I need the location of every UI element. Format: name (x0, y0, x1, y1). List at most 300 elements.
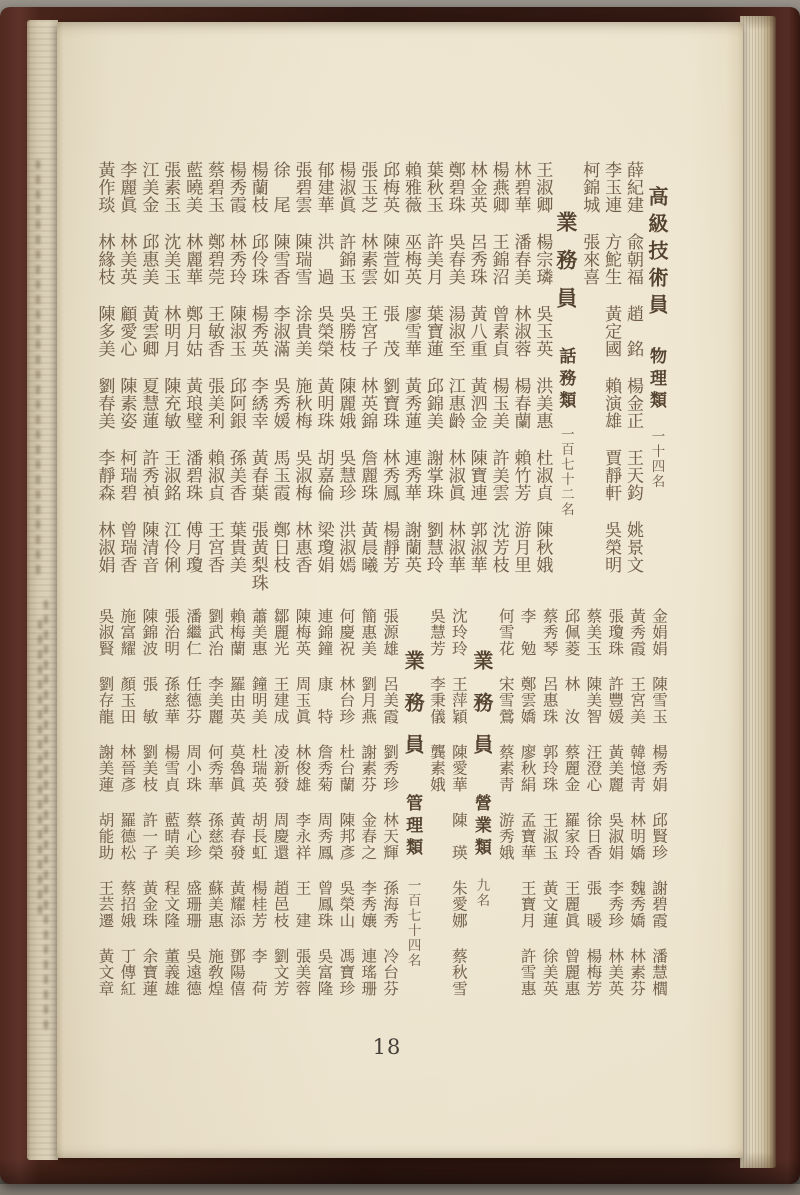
person-name: 任德芬 (184, 676, 202, 725)
name-column (247, 608, 269, 1016)
person-name: 蔡美玉 (584, 608, 602, 657)
section-title: 高級技術員 (645, 186, 667, 321)
person-name: 王 建 (293, 880, 311, 929)
person-name: 羅德松 (118, 812, 136, 861)
person-name: 王淑卿 (533, 161, 553, 214)
person-name: 許一子 (140, 812, 158, 861)
person-name: 趙邑枝 (271, 880, 289, 929)
person-name: 吳春美 (445, 233, 465, 286)
person-name: 董義雄 (162, 948, 180, 997)
person-name: 陳清音 (139, 521, 159, 574)
name-column (581, 608, 603, 1016)
section-title: 業務員 (401, 650, 424, 776)
fore-edge-ghost-text (36, 160, 40, 580)
person-name: 林美英 (117, 233, 137, 286)
person-name: 王錦沼 (489, 233, 509, 286)
person-name: 郁建華 (314, 161, 334, 214)
person-name: 邱梅英 (380, 161, 400, 214)
name-column (466, 161, 488, 593)
person-name: 游月里 (511, 521, 531, 574)
person-name: 張 敏 (140, 676, 158, 725)
person-name: 楊春蘭 (511, 377, 531, 430)
person-name: 鄧陽僖 (227, 948, 245, 997)
person-name: 林碧華 (511, 161, 531, 214)
person-name: 邱伶珠 (248, 233, 268, 286)
person-name: 劉文芳 (271, 948, 289, 997)
person-name: 黃明珠 (314, 377, 334, 430)
section-header-physics (644, 161, 669, 489)
person-name: 盛珊珊 (184, 880, 202, 929)
person-name: 賈靜軒 (602, 449, 622, 502)
person-name: 林緣枝 (95, 233, 115, 286)
person-name: 鄭月姑 (183, 305, 203, 358)
person-name: 楊靜芳 (380, 521, 400, 574)
name-column (116, 608, 138, 1016)
section-subtitle: 營業類 (471, 794, 491, 860)
person-name: 吳勝枝 (336, 305, 356, 358)
person-name: 劉秀珍 (381, 744, 399, 793)
person-name: 孟寶華 (518, 812, 536, 861)
person-name: 許豐媛 (606, 676, 624, 725)
name-column (625, 608, 647, 1016)
person-name: 吳淑梅 (292, 449, 312, 502)
name-column (516, 608, 538, 1016)
person-name: 杜淑貞 (533, 449, 553, 502)
person-name: 莫魯眞 (227, 744, 245, 793)
person-name: 邱賢珍 (650, 812, 668, 861)
person-name: 鄭碧莞 (204, 233, 224, 286)
person-name: 王宮美 (628, 676, 646, 725)
person-name: 余寶蓮 (140, 948, 158, 997)
book-page (57, 22, 743, 1158)
person-name: 許雪惠 (518, 948, 536, 997)
person-name: 柯瑞碧 (117, 449, 137, 502)
person-name: 陳雪香 (270, 233, 290, 286)
person-name: 施秋梅 (292, 377, 312, 430)
person-name: 連瑤珊 (359, 948, 377, 997)
person-name: 黃八重 (467, 305, 487, 358)
person-name: 陳萱如 (380, 233, 400, 286)
person-name: 孫慈華 (162, 676, 180, 725)
person-name: 何秀華 (205, 744, 223, 793)
person-name: 龔素娥 (428, 744, 445, 793)
person-name: 林淑蓉 (511, 305, 531, 358)
person-name: 蔡麗金 (562, 744, 580, 793)
person-name: 潘春美 (511, 233, 531, 286)
person-name: 洪淑嫣 (336, 521, 356, 574)
person-name: 邱阿銀 (226, 377, 246, 430)
name-column (94, 608, 116, 1016)
fore-edge-pages (27, 20, 58, 1160)
person-name: 楊燕卿 (489, 161, 509, 214)
person-name: 陳秋娥 (533, 521, 553, 574)
fore-edge-ghost-text (44, 600, 48, 1030)
name-column (356, 161, 378, 593)
person-name: 張美蓉 (293, 948, 311, 997)
person-name: 賴梅蘭 (227, 608, 245, 657)
person-name: 黃春發 (227, 812, 245, 861)
person-name: 孫慈榮 (205, 812, 223, 861)
person-name: 林素芬 (628, 948, 646, 997)
person-name: 沈玲玲 (449, 608, 467, 657)
person-name: 黃定國 (602, 305, 622, 358)
name-column (247, 161, 269, 593)
name-column (494, 608, 516, 880)
person-name: 李淑滿 (270, 305, 290, 358)
person-name: 王宮香 (204, 521, 224, 574)
person-name: 呂惠珠 (540, 676, 558, 725)
roster-top-block (94, 161, 669, 595)
person-name: 蔡素靑 (496, 744, 514, 793)
person-name: 曾瑞香 (117, 521, 137, 574)
person-name: 陳美智 (584, 676, 602, 725)
section-header-sales (469, 608, 494, 908)
person-name: 洪 過 (314, 233, 334, 286)
name-column (488, 161, 510, 593)
person-name: 謝素芬 (359, 744, 377, 793)
person-name: 林秀鳳 (380, 449, 400, 502)
person-name: 賴演雄 (602, 377, 622, 430)
person-name: 姚景文 (624, 521, 644, 574)
person-name: 沈芳枝 (489, 521, 509, 574)
person-name: 張源雄 (381, 608, 399, 657)
person-name: 王建成 (271, 676, 289, 725)
name-column (447, 608, 469, 1016)
person-name: 李麗眞 (117, 161, 137, 214)
person-name: 黃金珠 (140, 880, 158, 929)
person-name: 潘繼仁 (184, 608, 202, 657)
person-name: 林淑華 (445, 521, 465, 574)
person-name: 巫梅英 (402, 233, 421, 286)
person-name: 湯淑至 (445, 305, 465, 358)
person-name: 楊玉美 (489, 377, 509, 430)
person-name: 江惠齡 (445, 377, 465, 430)
person-name: 郭玲珠 (540, 744, 558, 793)
person-name: 吳榮山 (337, 880, 355, 929)
section-header-management (400, 608, 425, 968)
person-name: 吳玉英 (533, 305, 553, 358)
section-count: 九名 (474, 878, 490, 908)
person-name: 王寶月 (518, 880, 536, 929)
name-column (622, 161, 644, 593)
person-name: 趙 銘 (624, 305, 644, 358)
person-name: 許美月 (423, 233, 443, 286)
person-name: 陳邦彥 (337, 812, 355, 861)
person-name: 凌新發 (271, 744, 289, 793)
person-name: 蔡招娥 (118, 880, 136, 929)
person-name: 陳瑞雪 (292, 233, 312, 286)
person-name: 杜台蘭 (337, 744, 355, 793)
name-column (647, 608, 669, 1016)
person-name: 鄭日枝 (270, 521, 290, 574)
person-name: 葉貴美 (226, 521, 246, 574)
page-number: 18 (372, 1035, 402, 1059)
person-name: 邱錦美 (423, 377, 443, 430)
person-name: 廖雪華 (402, 305, 421, 358)
person-name: 黃琅璧 (183, 377, 203, 430)
section-title: 業務員 (553, 211, 578, 325)
person-name: 林明嬌 (628, 812, 646, 861)
name-column (400, 161, 422, 593)
person-name: 陳多美 (95, 305, 115, 358)
person-name: 傅月瓊 (183, 521, 203, 574)
person-name: 楊蘭枝 (248, 161, 268, 214)
person-name: 吳富隆 (315, 948, 333, 997)
person-name: 夏慧蓮 (139, 377, 159, 430)
name-column (181, 161, 203, 593)
person-name: 林明月 (161, 305, 181, 358)
person-name: 吳慧芳 (428, 608, 445, 657)
page-stack-edge (740, 16, 776, 1168)
name-column (203, 608, 225, 1016)
person-name: 黃美麗 (606, 744, 624, 793)
name-column (578, 161, 600, 305)
name-column (137, 608, 159, 1016)
person-name: 蔡心珍 (184, 812, 202, 861)
person-name: 李秀孃 (359, 880, 377, 929)
section-subtitle: 物理類 (647, 347, 666, 413)
person-name: 游秀娥 (496, 812, 514, 861)
person-name: 林英錦 (358, 377, 378, 430)
person-name: 宋雪鶯 (496, 676, 514, 725)
fore-edge-ghost-text (38, 620, 42, 920)
person-name: 梁瓊娟 (314, 521, 334, 574)
person-name: 程文隆 (162, 880, 180, 929)
person-name: 陳充敏 (161, 377, 181, 430)
person-name: 劉存龍 (96, 676, 114, 725)
name-column (425, 608, 447, 812)
person-name: 陳愛華 (449, 744, 467, 793)
person-name: 柯錦城 (580, 161, 600, 214)
roster-bottom-block (94, 608, 669, 1018)
person-name: 王淑玉 (540, 812, 558, 861)
name-column (225, 608, 247, 1016)
person-name: 張玉芝 (358, 161, 378, 214)
person-name: 徐美英 (540, 948, 558, 997)
person-name: 陳 瑛 (449, 812, 467, 861)
person-name: 張 茂 (380, 305, 400, 358)
person-name: 陳麗娥 (336, 377, 356, 430)
person-name: 韓憶靑 (628, 744, 646, 793)
person-name: 張 暖 (584, 880, 602, 929)
person-name: 劉春美 (95, 377, 115, 430)
person-name: 顧愛心 (117, 305, 137, 358)
person-name: 林淑娟 (95, 521, 115, 574)
person-name: 林惠香 (292, 521, 312, 574)
person-name: 郭淑華 (467, 521, 487, 574)
person-name: 方鮀生 (602, 233, 622, 286)
person-name: 張瓊珠 (606, 608, 624, 657)
person-name: 羅由英 (227, 676, 245, 725)
person-name: 王敏香 (204, 305, 224, 358)
person-name: 鄭碧珠 (445, 161, 465, 214)
person-name: 楊秀娟 (650, 744, 668, 793)
person-name: 楊桂芳 (249, 880, 267, 929)
person-name: 陳梅英 (293, 608, 311, 657)
person-name: 胡嘉倫 (314, 449, 334, 502)
person-name: 李秉儀 (428, 676, 445, 725)
person-name: 邱佩菱 (562, 608, 580, 657)
section-header-telephone (553, 161, 578, 517)
person-name: 王麗眞 (562, 880, 580, 929)
person-name: 張治明 (162, 608, 180, 657)
person-name: 蔡秋雪 (449, 948, 467, 997)
person-name: 朱愛娜 (449, 880, 467, 929)
person-name: 張黃梨珠 (248, 521, 268, 592)
person-name: 江美金 (139, 161, 159, 214)
person-name: 黃作琰 (95, 161, 115, 214)
person-name: 謝美蓮 (96, 744, 114, 793)
person-name: 吳遠德 (184, 948, 202, 997)
person-name: 廖秋絹 (518, 744, 536, 793)
person-name: 簡惠美 (359, 608, 377, 657)
person-name: 吳淑娟 (606, 812, 624, 861)
person-name: 吳榮明 (602, 521, 622, 574)
person-name: 林天輝 (381, 812, 399, 861)
person-name: 曾鳳珠 (315, 880, 333, 929)
person-name: 曾麗惠 (562, 948, 580, 997)
person-name: 徐 尾 (270, 161, 290, 214)
name-column (159, 161, 181, 593)
name-column (291, 608, 313, 1016)
person-name: 林秀玲 (226, 233, 246, 286)
person-name: 陳錦波 (140, 608, 158, 657)
name-column (334, 161, 356, 593)
person-name: 丁傳紅 (118, 948, 136, 997)
person-name: 陳雪玉 (650, 676, 668, 725)
person-name: 黃文章 (96, 948, 114, 997)
person-name: 王宮子 (358, 305, 378, 358)
person-name: 林 汝 (562, 676, 580, 725)
person-name: 蘇美惠 (205, 880, 223, 929)
person-name: 劉寶珠 (380, 377, 400, 430)
person-name: 李靜森 (95, 449, 115, 502)
name-column (269, 608, 291, 1016)
person-name: 鄭雲嬌 (518, 676, 536, 725)
person-name: 杜瑞英 (249, 744, 267, 793)
person-name: 周小珠 (184, 744, 202, 793)
person-name: 張來喜 (580, 233, 600, 286)
name-column (356, 608, 378, 1016)
person-name: 李 勉 (518, 608, 536, 657)
person-name: 林麗華 (183, 233, 203, 286)
person-name: 呂秀珠 (467, 233, 487, 286)
person-name: 邱惠美 (139, 233, 159, 286)
person-name: 沈美玉 (161, 233, 181, 286)
person-name: 兪朝福 (624, 233, 644, 286)
person-name: 鄒麗光 (271, 608, 289, 657)
person-name: 劉武治 (205, 608, 223, 657)
person-name: 徐日香 (584, 812, 602, 861)
person-name: 陳素姿 (117, 377, 137, 430)
person-name: 藍曉美 (183, 161, 203, 214)
section-subtitle: 管理類 (403, 794, 423, 860)
person-name: 康 特 (315, 676, 333, 725)
person-name: 劉美枝 (140, 744, 158, 793)
person-name: 謝碧霞 (650, 880, 668, 929)
person-name: 金春之 (359, 812, 377, 861)
person-name: 馬玉霞 (270, 449, 290, 502)
section-count: 一百七十四名 (405, 878, 421, 968)
person-name: 汪澄心 (584, 744, 602, 793)
person-name: 陳淑玉 (226, 305, 246, 358)
person-name: 林淑眞 (445, 449, 465, 502)
section-subtitle: 話務類 (556, 347, 576, 413)
person-name: 林晉彥 (118, 744, 136, 793)
person-name: 藍晴美 (162, 812, 180, 861)
person-name: 張碧雲 (292, 161, 312, 214)
person-name: 楊梅芳 (584, 948, 602, 997)
person-name: 楊金正 (624, 377, 644, 430)
person-name: 周慶還 (271, 812, 289, 861)
name-column (269, 161, 291, 593)
person-name: 吳淑賢 (96, 608, 114, 657)
person-name: 胡能助 (96, 812, 114, 861)
person-name: 黃春葉 (248, 449, 268, 502)
name-column (378, 161, 400, 593)
person-name: 王萍穎 (449, 676, 467, 725)
name-column (600, 161, 622, 593)
person-name: 李永祥 (293, 812, 311, 861)
person-name: 胡長虹 (249, 812, 267, 861)
section-count: 一百七十二名 (558, 427, 574, 517)
person-name: 鐘明美 (249, 676, 267, 725)
person-name: 曾素貞 (489, 305, 509, 358)
name-column (203, 161, 225, 593)
person-name: 吳秀媛 (270, 377, 290, 430)
person-name: 林台珍 (337, 676, 355, 725)
name-column (510, 161, 532, 593)
person-name: 薛紀建 (624, 161, 644, 214)
person-name: 洪美惠 (533, 377, 553, 430)
person-name: 楊秀霞 (226, 161, 246, 214)
person-name: 謝蘭英 (402, 521, 421, 574)
person-name: 林素雲 (358, 233, 378, 286)
person-name: 劉慧玲 (423, 521, 443, 574)
person-name: 陳寶連 (467, 449, 487, 502)
name-column (313, 608, 335, 1016)
section-count: 一十四名 (649, 429, 665, 489)
person-name: 詹秀菊 (315, 744, 333, 793)
person-name: 賴淑貞 (204, 449, 224, 502)
name-column (560, 608, 582, 1016)
person-name: 金娟娟 (650, 608, 668, 657)
person-name: 施敎煌 (205, 948, 223, 997)
person-name: 連錦鐘 (315, 608, 333, 657)
person-name: 張素玉 (161, 161, 181, 214)
name-column (94, 161, 116, 593)
person-name: 王芸遷 (96, 880, 114, 929)
person-name: 孫美香 (226, 449, 246, 502)
person-name: 楊秀英 (248, 305, 268, 358)
name-column (313, 161, 335, 593)
person-name: 賴竹芳 (511, 449, 531, 502)
person-name: 周玉眞 (293, 676, 311, 725)
person-name: 施富耀 (118, 608, 136, 657)
name-column (444, 161, 466, 593)
section-title: 業務員 (469, 650, 492, 776)
name-column (181, 608, 203, 1016)
person-name: 潘碧珠 (183, 449, 203, 502)
person-name: 李美麗 (205, 676, 223, 725)
name-column (137, 161, 159, 593)
person-name: 黃秀蓮 (402, 377, 421, 430)
person-name: 張美利 (204, 377, 224, 430)
name-column (538, 608, 560, 1016)
person-name: 黃晨曦 (358, 521, 378, 574)
person-name: 黃泗金 (467, 377, 487, 430)
person-name: 蔡秀琴 (540, 608, 558, 657)
